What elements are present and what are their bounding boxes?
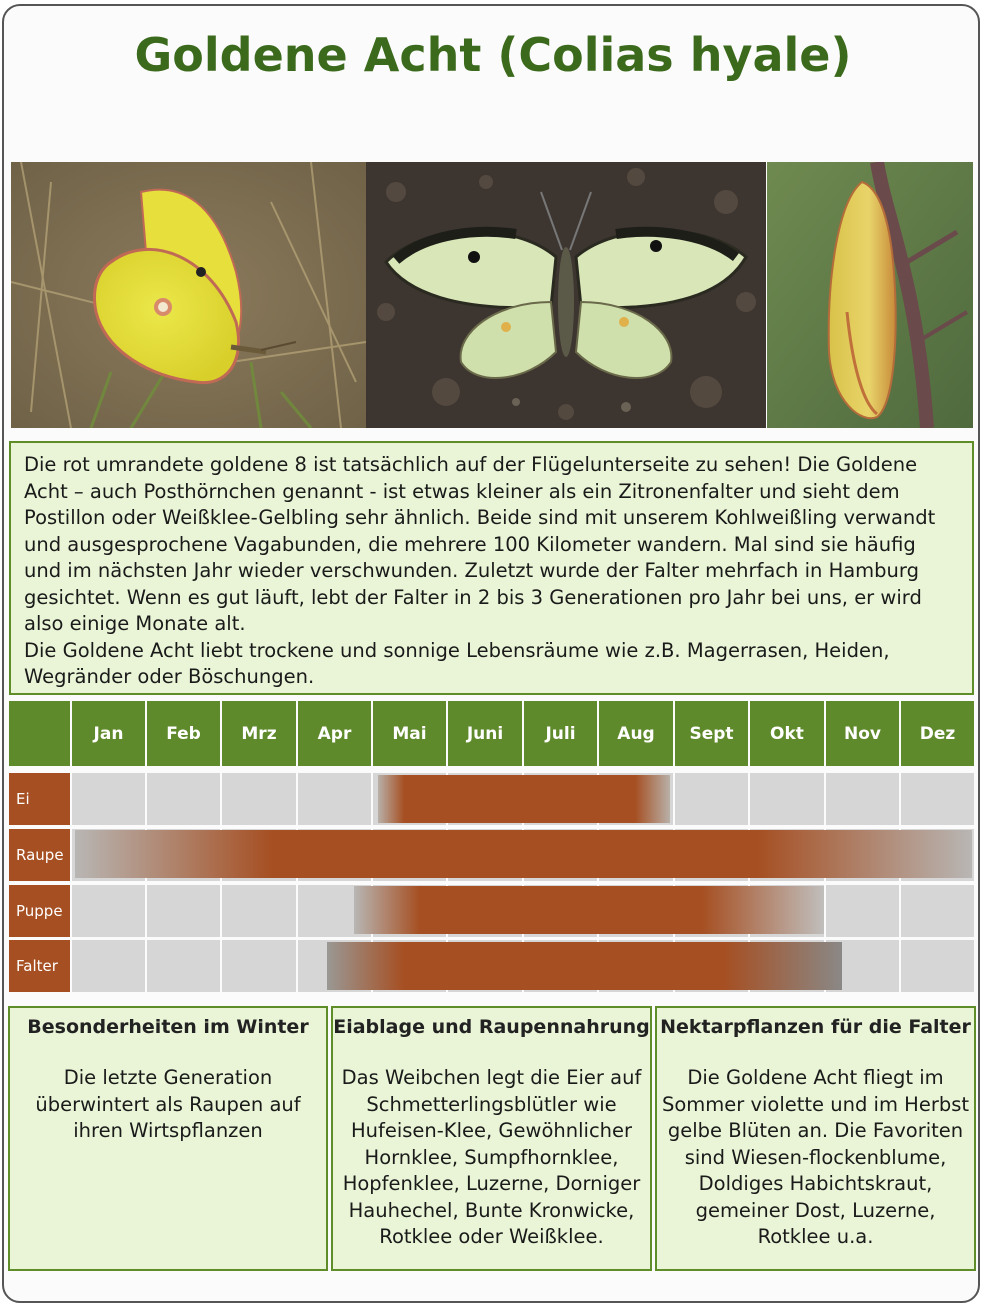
- nectar-info-box: [655, 1006, 976, 1271]
- month-header: Nov: [826, 701, 899, 766]
- winter-info-heading: Besonderheiten im Winter: [27, 1016, 309, 1038]
- butterfly-upperside-photo: [366, 162, 766, 428]
- ei-activity-bar: [378, 775, 670, 823]
- calendar-cell: [147, 940, 220, 992]
- row-label-raupe: Raupe: [9, 829, 70, 881]
- calendar-cell: [826, 885, 899, 937]
- calendar-cell: [901, 940, 974, 992]
- calendar-cell: [72, 773, 145, 825]
- month-header: Aug: [599, 701, 673, 766]
- month-header: Feb: [147, 701, 220, 766]
- winter-info-text: Die letzte Generation überwintert als Raupen auf ihren Wirtspflanzen: [35, 1066, 301, 1142]
- egg-laying-info-heading: Eiablage und Raupennahrung: [333, 1016, 650, 1038]
- nectar-info-heading: Nektarpflanzen für die Falter: [660, 1016, 971, 1038]
- description-paragraph-1: Die rot umrandete goldene 8 ist tatsächlich auf der Flügelunterseite zu sehen! Die Goldene Acht – auch Posthörnchen genannt - ist etwas kleiner als ein Zitronenfalter und sieht dem Postillon oder Weißklee-Gelbling sehr ähnlich. Beide sind mit unserem Kohlweißling verwandt und ausgesprochene Vagabunden, die mehrere 100 Kilometer wandern. Mal sind sie häufig und im nächsten Jahr wieder verschwunden. Zuletzt wurde der Falter mehrfach in Hamburg gesichtet. Wenn es gut läuft, lebt der Falter in 2 bis 3 Generationen pro Jahr bei uns, er wird also einige Monate alt.: [24, 453, 936, 635]
- calendar-cell: [298, 773, 371, 825]
- row-label-falter: Falter: [9, 940, 70, 992]
- description-box: [9, 441, 974, 695]
- month-header: Dez: [901, 701, 974, 766]
- month-header: Jan: [72, 701, 145, 766]
- calendar-corner-cell: [9, 701, 70, 766]
- month-header: Juli: [524, 701, 597, 766]
- puppe-activity-bar: [354, 886, 824, 934]
- calendar-cell: [222, 940, 296, 992]
- description-paragraph-2: Die Goldene Acht liebt trockene und sonnige Lebensräume wie z.B. Magerrasen, Heiden, Wegränder oder Böschungen.: [24, 638, 890, 688]
- falter-activity-bar: [327, 942, 842, 990]
- calendar-cell: [675, 773, 748, 825]
- month-header: Juni: [448, 701, 522, 766]
- month-header: Mrz: [222, 701, 296, 766]
- month-header: Apr: [298, 701, 371, 766]
- butterfly-underside-photo: [11, 162, 366, 428]
- month-header: Mai: [373, 701, 446, 766]
- calendar-cell: [222, 773, 296, 825]
- egg-laying-info-text: Das Weibchen legt die Eier auf Schmetterlingsblütler wie Hufeisen-Klee, Gewöhnlicher Hornklee, Sumpfhornklee, Hopfenklee, Luzerne, Dorniger Hauhechel, Bunte Kronwicke, Rotklee oder Weißklee.: [341, 1066, 642, 1248]
- calendar-cell: [901, 885, 974, 937]
- calendar-cell: [72, 940, 145, 992]
- calendar-cell: [826, 773, 899, 825]
- winter-info-box: [8, 1006, 328, 1271]
- chrysalis-photo: [767, 162, 973, 428]
- calendar-cell: [72, 885, 145, 937]
- row-label-puppe: Puppe: [9, 885, 70, 937]
- calendar-cell: [147, 773, 220, 825]
- calendar-cell: [901, 773, 974, 825]
- egg-laying-info-box: [331, 1006, 652, 1271]
- page-title: Goldene Acht (Colias hyale): [134, 28, 852, 82]
- month-header: Sept: [675, 701, 748, 766]
- nectar-info-text: Die Goldene Acht fliegt im Sommer violette und im Herbst gelbe Blüten an. Die Favoriten sind Wiesen-flockenblume, Doldiges Habichtskraut, gemeiner Dost, Luzerne, Rotklee u.a.: [661, 1066, 970, 1248]
- raupe-activity-bar: [75, 830, 972, 878]
- row-label-ei: Ei: [9, 773, 70, 825]
- calendar-cell: [147, 885, 220, 937]
- month-header: Okt: [750, 701, 824, 766]
- calendar-cell: [750, 773, 824, 825]
- calendar-cell: [222, 885, 296, 937]
